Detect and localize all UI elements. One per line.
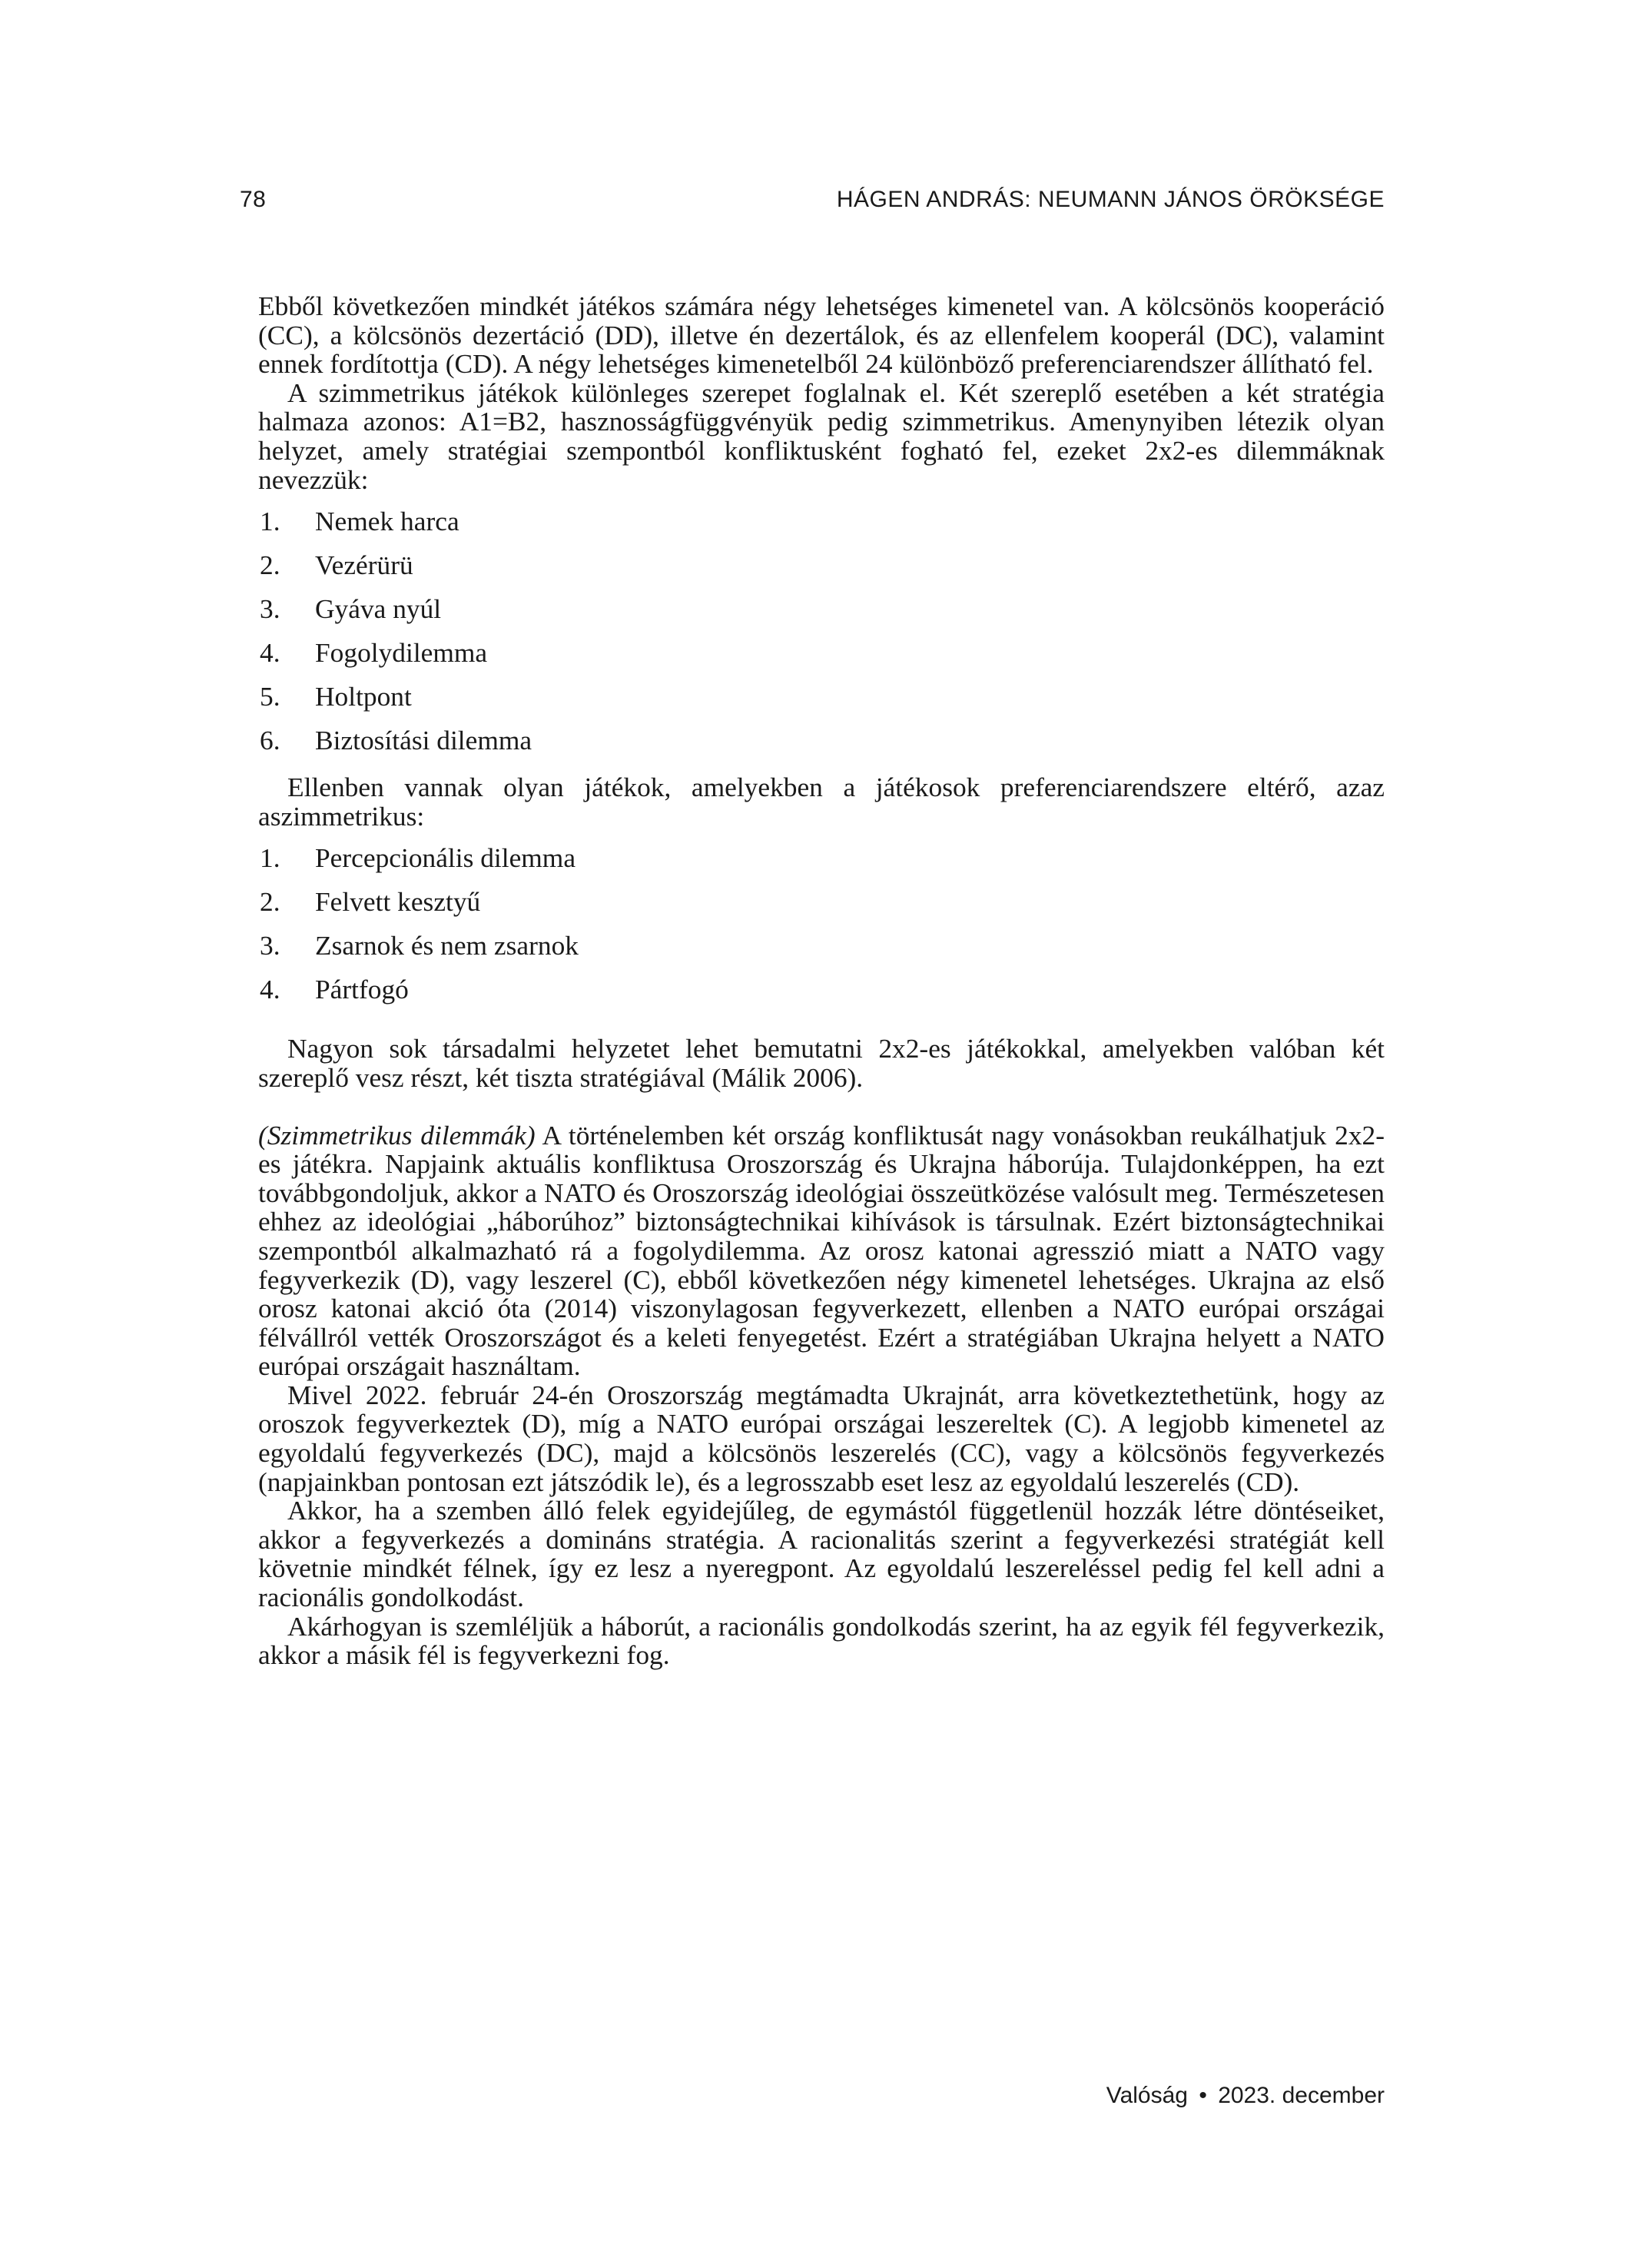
list-label: Nemek harca — [315, 506, 459, 537]
asymmetric-dilemma-list — [258, 844, 1385, 1006]
page-number: 78 — [240, 187, 267, 212]
list-number: 4. — [260, 637, 280, 669]
list-item — [258, 507, 1385, 551]
list-label: Zsarnok és nem zsarnok — [315, 930, 579, 961]
footer-separator: • — [1199, 2083, 1207, 2108]
paragraph-social-situations: Nagyon sok társadalmi helyzetet lehet bemutatni 2x2-es játékokkal, amelyekben valóban két szereplő vesz részt, két tiszta stratégiával (Málik 2006). — [258, 1033, 1385, 1093]
list-label: Fogolydilemma — [315, 637, 488, 669]
list-label: Holtpont — [315, 681, 412, 712]
paragraph-invasion: Mivel 2022. február 24-én Oroszország megtámadta Ukrajnát, arra következtethetünk, hogy az oroszok fegyverkeztek (D), míg a NATO európai országai leszereltek (C). A legjobb kimenetel az egyoldalú fegyverkezés (DC), majd a kölcsönös leszerelés (CC), vagy a kölcsönös fegyverkezés (napjainkban pontosan ezt játszódik le), és a legrosszabb eset lesz az egyoldalú leszerelés (CD). — [258, 1379, 1385, 1497]
list-number: 4. — [260, 974, 280, 1005]
list-item — [258, 595, 1385, 639]
page-footer — [1106, 2083, 1385, 2109]
list-label: Vezérürü — [315, 550, 413, 581]
paragraph-text: A történelemben két ország konfliktusát nagy vonásokban reukálhatjuk 2x2-es játékra. Napjaink aktuális konfliktusa Oroszország és Ukrajna háborúja. Tulajdonképpen, ha ezt továbbgondoljuk, akkor a NATO és Oroszország ideológiai összeütközése valósult meg. Természetesen ehhez az ideológiai „háborúhoz” biztonságtechnikai kihívások is társulnak. Ezért biztonságtechnikai szempontból alkalmazható rá a fogolydilemma. Az orosz katonai agresszió miatt a NATO vagy fegyverkezik (D), vagy leszerel (C), ebből következően négy kimenetel lehetséges. Ukrajna az első orosz katonai akció óta (2014) viszonylagosan fegyverkezett, ellenben a NATO európai országai félvállról vették Oroszországot és a keleti fenyegetést. Ezért a stratégiában Ukrajna helyett a NATO európai országait használtam. — [258, 1119, 1385, 1382]
list-number: 1. — [260, 506, 280, 537]
list-item — [258, 639, 1385, 682]
running-header — [240, 187, 1385, 218]
paragraph-asymmetric-intro: Ellenben vannak olyan játékok, amelyekben a játékosok preferenciarendszere eltérő, azaz aszimmetrikus: — [258, 772, 1385, 832]
paragraph-symmetric-games: A szimmetrikus játékok különleges szerepet foglalnak el. Két szereplő esetében a két stratégia halmaza azonos: A1=B2, hasznosságfüggvényük pedig szimmetrikus. Amenynyiben létezik olyan helyzet, amely stratégiai szempontból konfliktusként fogható fel, ezeket 2x2-es dilemmáknak nevezzük: — [258, 377, 1385, 495]
list-item — [258, 844, 1385, 888]
list-item — [258, 551, 1385, 595]
journal-name: Valóság — [1106, 2083, 1188, 2108]
list-label: Felvett kesztyű — [315, 886, 481, 918]
list-number: 1. — [260, 842, 280, 874]
list-item — [258, 931, 1385, 975]
list-item — [258, 975, 1385, 1006]
list-number: 3. — [260, 593, 280, 625]
list-number: 6. — [260, 725, 280, 756]
list-item — [258, 682, 1385, 726]
list-number: 5. — [260, 681, 280, 712]
list-label: Biztosítási dilemma — [315, 725, 532, 756]
paragraph-symmetric-dilemmas — [258, 1121, 1385, 1381]
list-number: 3. — [260, 930, 280, 961]
paragraph-dominant-strategy: Akkor, ha a szemben álló felek egyidejűleg, de egymástól függetlenül hozzák létre döntéseiket, akkor a fegyverkezés a domináns stratégia. A racionalitás szerint a fegyverkezési stratégiát kell követnie mindkét félnek, így ez lesz a nyeregpont. Az egyoldalú leszereléssel pedig fel kell adni a racionális gondolkodást. — [258, 1495, 1385, 1613]
list-number: 2. — [260, 886, 280, 918]
issue-date: 2023. december — [1218, 2083, 1385, 2108]
list-label: Gyáva nyúl — [315, 593, 442, 625]
body-text — [258, 292, 1385, 1670]
section-lead-italic: (Szimmetrikus dilemmák) — [258, 1119, 536, 1151]
list-item — [258, 888, 1385, 931]
list-label: Percepcionális dilemma — [315, 842, 576, 874]
paragraph-outcomes: Ebből következően mindkét játékos számára négy lehetséges kimenetel van. A kölcsönös kooperáció (CC), a kölcsönös dezertáció (DD), illetve én dezertálok, és az ellenfelem kooperál (DC), valamint ennek fordítottja (CD). A négy lehetséges kimenetelből 24 különböző preferenciarendszer állítható fel. — [258, 291, 1385, 380]
running-title: HÁGEN ANDRÁS: NEUMANN JÁNOS ÖRÖKSÉGE — [836, 187, 1385, 212]
paragraph-conclusion: Akárhogyan is szemléljük a háborút, a racionális gondolkodás szerint, ha az egyik fél fegyverkezik, akkor a másik fél is fegyverkezni fog. — [258, 1610, 1385, 1671]
list-label: Pártfogó — [315, 974, 409, 1005]
list-number: 2. — [260, 550, 280, 581]
list-item — [258, 726, 1385, 762]
symmetric-dilemma-list — [258, 507, 1385, 762]
